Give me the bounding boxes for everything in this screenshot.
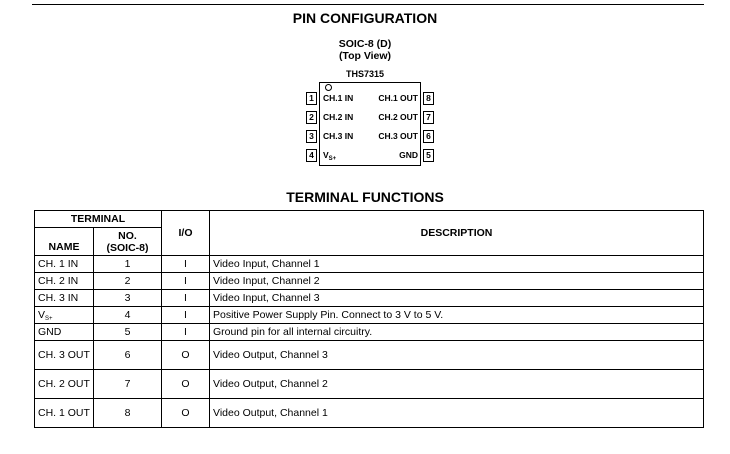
table-row <box>35 399 704 428</box>
table-row <box>35 370 704 399</box>
pin-number-5: 5 <box>423 149 434 162</box>
pin-number-3: 3 <box>306 130 317 143</box>
terminal-name: CH. 2 IN <box>35 273 94 290</box>
pin-number-8: 8 <box>423 92 434 105</box>
terminal-description: Video Input, Channel 2 <box>210 273 704 290</box>
terminal-functions-title: TERMINAL FUNCTIONS <box>286 189 444 205</box>
pin-name-1: CH.1 IN <box>323 93 354 103</box>
terminal-number: 8 <box>94 399 162 428</box>
pin-name-8: CH.1 OUT <box>378 93 418 103</box>
pin-name-5: GND <box>399 150 418 160</box>
terminal-name-main: V <box>38 308 46 321</box>
terminal-io: I <box>162 324 210 341</box>
terminal-io: I <box>162 256 210 273</box>
top-rule <box>32 4 704 5</box>
terminal-number: 1 <box>94 256 162 273</box>
terminal-name: CH. 1 OUT <box>35 399 94 428</box>
terminal-description: Video Input, Channel 3 <box>210 290 704 307</box>
pin-name-7: CH.2 OUT <box>378 112 418 122</box>
terminal-io: O <box>162 399 210 428</box>
terminal-name: CH. 3 IN <box>35 290 94 307</box>
io-header: I/O <box>162 211 210 256</box>
terminal-io: O <box>162 370 210 399</box>
package-name: SOIC-8 (D) <box>338 38 392 50</box>
chip-label: THS7315 <box>345 69 385 79</box>
terminal-description: Video Output, Channel 1 <box>210 399 704 428</box>
no-header-main: NO. <box>118 229 137 242</box>
terminal-io: I <box>162 290 210 307</box>
terminal-name <box>35 307 94 324</box>
terminal-description: Video Input, Channel 1 <box>210 256 704 273</box>
pin-number-7: 7 <box>423 111 434 124</box>
terminal-io: I <box>162 273 210 290</box>
terminal-name: CH. 1 IN <box>35 256 94 273</box>
terminal-number: 4 <box>94 307 162 324</box>
table-row <box>35 307 704 324</box>
table-row <box>35 290 704 307</box>
terminal-number: 2 <box>94 273 162 290</box>
no-header <box>94 228 162 256</box>
table-row <box>35 324 704 341</box>
pin-name-4-sub: S+ <box>328 156 337 162</box>
pin-name-4 <box>323 150 336 165</box>
terminal-name: CH. 2 OUT <box>35 370 94 399</box>
terminal-description: Positive Power Supply Pin. Connect to 3 V to 5 V. <box>210 307 704 324</box>
no-header-sub: (SOIC-8) <box>106 241 149 254</box>
terminal-number: 5 <box>94 324 162 341</box>
pin-number-6: 6 <box>423 130 434 143</box>
terminal-name: GND <box>35 324 94 341</box>
pin1-marker-icon <box>325 84 332 91</box>
pin-configuration-title: PIN CONFIGURATION <box>292 10 438 26</box>
terminal-description: Video Output, Channel 2 <box>210 370 704 399</box>
pin-name-3: CH.3 IN <box>323 131 354 141</box>
terminal-io: I <box>162 307 210 324</box>
terminal-number: 6 <box>94 341 162 370</box>
pin-name-2: CH.2 IN <box>323 112 354 122</box>
pin-name-4-main: V <box>323 150 329 160</box>
pin-number-2: 2 <box>306 111 317 124</box>
terminal-description: Video Output, Channel 3 <box>210 341 704 370</box>
terminal-header: TERMINAL <box>35 211 162 228</box>
pin-number-4: 4 <box>306 149 317 162</box>
terminal-number: 3 <box>94 290 162 307</box>
terminal-io: O <box>162 341 210 370</box>
description-header: DESCRIPTION <box>210 211 704 256</box>
table-row <box>35 341 704 370</box>
pin-number-1: 1 <box>306 92 317 105</box>
terminal-description: Ground pin for all internal circuitry. <box>210 324 704 341</box>
terminal-functions-table <box>34 210 704 428</box>
pin-name-6: CH.3 OUT <box>378 131 418 141</box>
package-view: (Top View) <box>338 50 392 62</box>
table-row <box>35 256 704 273</box>
terminal-name: CH. 3 OUT <box>35 341 94 370</box>
name-header: NAME <box>35 228 94 256</box>
terminal-name-sub: S+ <box>45 315 53 322</box>
table-row <box>35 273 704 290</box>
terminal-number: 7 <box>94 370 162 399</box>
